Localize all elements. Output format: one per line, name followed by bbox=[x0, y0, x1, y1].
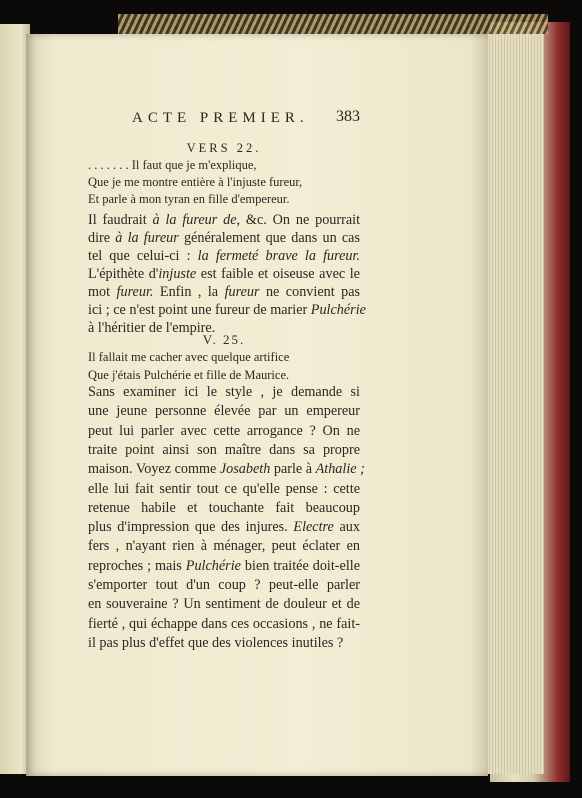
commentary-line bbox=[88, 635, 360, 652]
gilt-edge bbox=[118, 14, 548, 34]
text-run: L'épithète d' bbox=[88, 266, 159, 282]
text-run: elle lui fait sentir tout ce qu'elle pense : cette bbox=[88, 481, 360, 497]
section-heading: VERS 22. bbox=[186, 141, 262, 155]
commentary-line bbox=[88, 266, 360, 283]
text-run: ici ; ce n'est point une fureur de marier bbox=[88, 302, 311, 318]
page-number: 383 bbox=[336, 108, 360, 125]
commentary-line bbox=[88, 616, 360, 633]
commentary-line bbox=[88, 596, 360, 613]
commentary-line bbox=[88, 558, 360, 575]
text-run: une jeune personne élevée par un empereur bbox=[88, 403, 360, 419]
commentary-line bbox=[88, 481, 360, 498]
emphasis-text: Electre bbox=[293, 519, 334, 535]
emphasis-text: la fermeté brave la fureur. bbox=[197, 248, 360, 264]
text-run: généralement que dans un cas bbox=[178, 230, 360, 246]
verse-line: Que j'étais Pulchérie et fille de Maurice. bbox=[88, 368, 290, 382]
running-head bbox=[132, 110, 360, 132]
emphasis-text: Pulchérie bbox=[310, 302, 366, 318]
text-run: , &c. On ne pourrait bbox=[236, 212, 361, 228]
text-run: bien traitée doit-elle bbox=[240, 558, 360, 574]
text-run: traite point ainsi son maître dans sa propre bbox=[88, 442, 360, 458]
emphasis-text: à la fureur de bbox=[152, 212, 237, 228]
text-run: aux bbox=[333, 519, 360, 535]
text-run: à l'héritier de l'empire. bbox=[88, 320, 216, 336]
commentary-line bbox=[88, 442, 360, 459]
text-run: ne convient pas bbox=[259, 284, 361, 300]
emphasis-text: fureur bbox=[224, 284, 260, 300]
commentary-line bbox=[88, 423, 360, 440]
page-shadow bbox=[470, 34, 488, 776]
section-heading: V. 25. bbox=[202, 332, 246, 347]
text-run: il pas plus d'effet que des violences inutiles ? bbox=[88, 635, 344, 651]
commentary-line bbox=[88, 284, 360, 301]
text-run: parle à bbox=[270, 461, 316, 477]
text-run: maison. Voyez comme bbox=[88, 461, 220, 477]
text-run: peut lui parler avec cette arrogance ? On ne bbox=[88, 423, 360, 439]
emphasis-text: Athalie ; bbox=[315, 461, 365, 477]
text-run: retenue habile et touchante fait beaucoup bbox=[88, 500, 360, 516]
commentary-line bbox=[88, 302, 366, 319]
text-run: Enfin , la bbox=[153, 284, 225, 300]
text-run: reproches ; mais bbox=[88, 558, 186, 574]
verse-line: Il fallait me cacher avec quelque artifice bbox=[88, 350, 290, 364]
text-run: s'emporter tout d'un coup ? peut-elle parler bbox=[88, 577, 360, 593]
commentary-line bbox=[88, 577, 360, 594]
text-run: mot bbox=[88, 284, 117, 300]
running-head-title: ACTE PREMIER. bbox=[132, 110, 309, 126]
verse-line: Et parle à mon tyran en fille d'empereur. bbox=[88, 192, 290, 206]
emphasis-text: fureur. bbox=[116, 284, 154, 300]
text-run: fierté , qui échappe dans ces occasions , ne fait- bbox=[88, 616, 360, 632]
text-run: tel que celui-ci : bbox=[88, 248, 198, 264]
emphasis-text: injuste bbox=[158, 266, 197, 282]
commentary-line bbox=[88, 538, 360, 555]
verse-line: . . . . . . . Il faut que je m'explique, bbox=[88, 158, 257, 172]
commentary-line bbox=[88, 384, 360, 401]
commentary-line bbox=[88, 230, 360, 247]
text-run: dire bbox=[88, 230, 116, 246]
emphasis-text: à la fureur bbox=[115, 230, 179, 246]
commentary-line bbox=[88, 500, 360, 517]
commentary-line bbox=[88, 519, 360, 536]
text-run: Sans examiner ici le style , je demande si bbox=[88, 384, 360, 400]
text-run: en souveraine ? Un sentiment de douleur et de bbox=[88, 596, 360, 612]
commentary-line bbox=[88, 461, 365, 478]
verse-line: Que je me montre entière à l'injuste fureur, bbox=[88, 175, 303, 189]
commentary-line bbox=[88, 248, 360, 265]
text-run: Il faudrait bbox=[88, 212, 153, 228]
text-run: plus d'impression que des injures. bbox=[88, 519, 294, 535]
commentary-line bbox=[88, 212, 360, 229]
text-run: est faible et oiseuse avec le bbox=[196, 266, 360, 282]
page-stack bbox=[484, 34, 544, 774]
text-run: fers , n'ayant rien à ménager, peut éclater en bbox=[88, 538, 360, 554]
commentary-line bbox=[88, 403, 360, 420]
emphasis-text: Pulchérie bbox=[185, 558, 241, 574]
emphasis-text: Josabeth bbox=[219, 461, 271, 477]
